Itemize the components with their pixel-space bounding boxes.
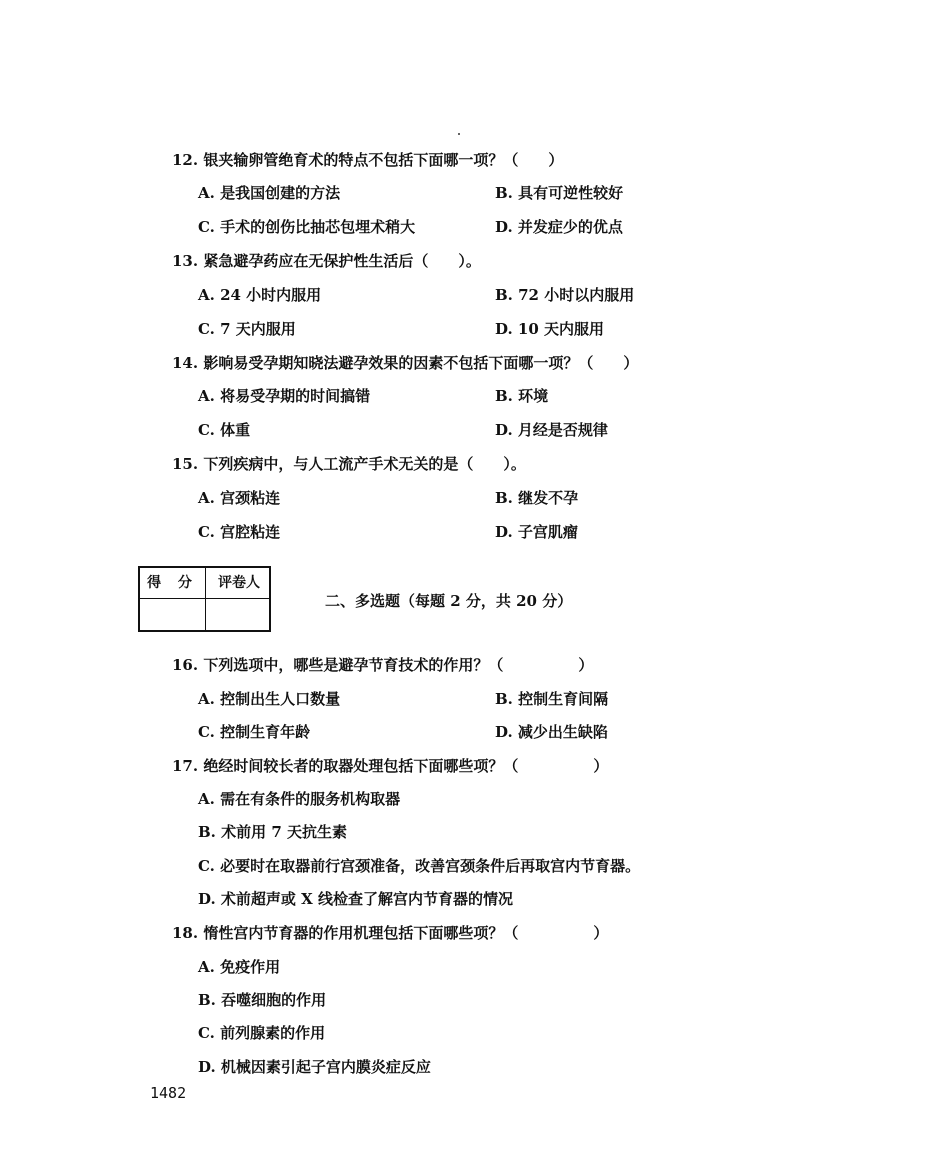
option-13b: B. 72 小时以内服用 (495, 286, 635, 304)
score-table-row-divider (140, 598, 269, 599)
option-17d: D. 术前超声或 X 线检查了解宫内节育器的情况 (198, 890, 514, 908)
option-14d: D. 月经是否规律 (495, 421, 608, 439)
page-number: 1482 (150, 1084, 187, 1102)
option-18d: D. 机械因素引起子宫内膜炎症反应 (198, 1058, 431, 1076)
option-18c: C. 前列腺素的作用 (198, 1024, 326, 1042)
option-17b: B. 术前用 7 天抗生素 (198, 823, 348, 841)
option-13d: D. 10 天内服用 (495, 320, 605, 338)
grader-header: 评卷人 (218, 575, 260, 591)
option-16c: C. 控制生育年龄 (198, 723, 311, 741)
option-16d: D. 减少出生缺陷 (495, 723, 608, 741)
option-17c: C. 必要时在取器前行宫颈准备，改善宫颈条件后再取宫内节育器。 (198, 857, 641, 875)
section-title: 二、多选题（每题 2 分，共 20 分） (325, 592, 573, 610)
option-14c: C. 体重 (198, 421, 251, 439)
question-15: 15. 下列疾病中，与人工流产手术无关的是（ ）。 (172, 455, 526, 473)
option-14a: A. 将易受孕期的时间搞错 (198, 387, 371, 405)
option-12c: C. 手术的创伤比抽芯包埋术稍大 (198, 218, 416, 236)
option-15c: C. 宫腔粘连 (198, 523, 281, 541)
question-13: 13. 紧急避孕药应在无保护性生活后（ ）。 (172, 252, 481, 270)
score-header: 得 分 (147, 575, 198, 591)
option-12b: B. 具有可逆性较好 (495, 184, 624, 202)
option-13c: C. 7 天内服用 (198, 320, 296, 338)
question-16: 16. 下列选项中，哪些是避孕节育技术的作用？（ ） (172, 656, 594, 674)
question-17: 17. 绝经时间较长者的取器处理包括下面哪些项？（ ） (172, 757, 609, 775)
option-15a: A. 宫颈粘连 (198, 489, 281, 507)
question-18: 18. 惰性宫内节育器的作用机理包括下面哪些项？（ ） (172, 924, 609, 942)
scan-speck (458, 133, 460, 135)
option-18b: B. 吞噬细胞的作用 (198, 991, 327, 1009)
option-12a: A. 是我国创建的方法 (198, 184, 341, 202)
question-14: 14. 影响易受孕期知晓法避孕效果的因素不包括下面哪一项？（ ） (172, 354, 639, 372)
option-16b: B. 控制生育间隔 (495, 690, 609, 708)
option-15d: D. 子宫肌瘤 (495, 523, 578, 541)
score-table (138, 566, 271, 632)
option-17a: A. 需在有条件的服务机构取器 (198, 790, 401, 808)
question-12: 12. 银夹输卵管绝育术的特点不包括下面哪一项？（ ） (172, 151, 564, 169)
option-15b: B. 继发不孕 (495, 489, 579, 507)
option-18a: A. 免疫作用 (198, 958, 281, 976)
option-13a: A. 24 小时内服用 (198, 286, 322, 304)
option-16a: A. 控制出生人口数量 (198, 690, 341, 708)
option-12d: D. 并发症少的优点 (495, 218, 623, 236)
option-14b: B. 环境 (495, 387, 549, 405)
